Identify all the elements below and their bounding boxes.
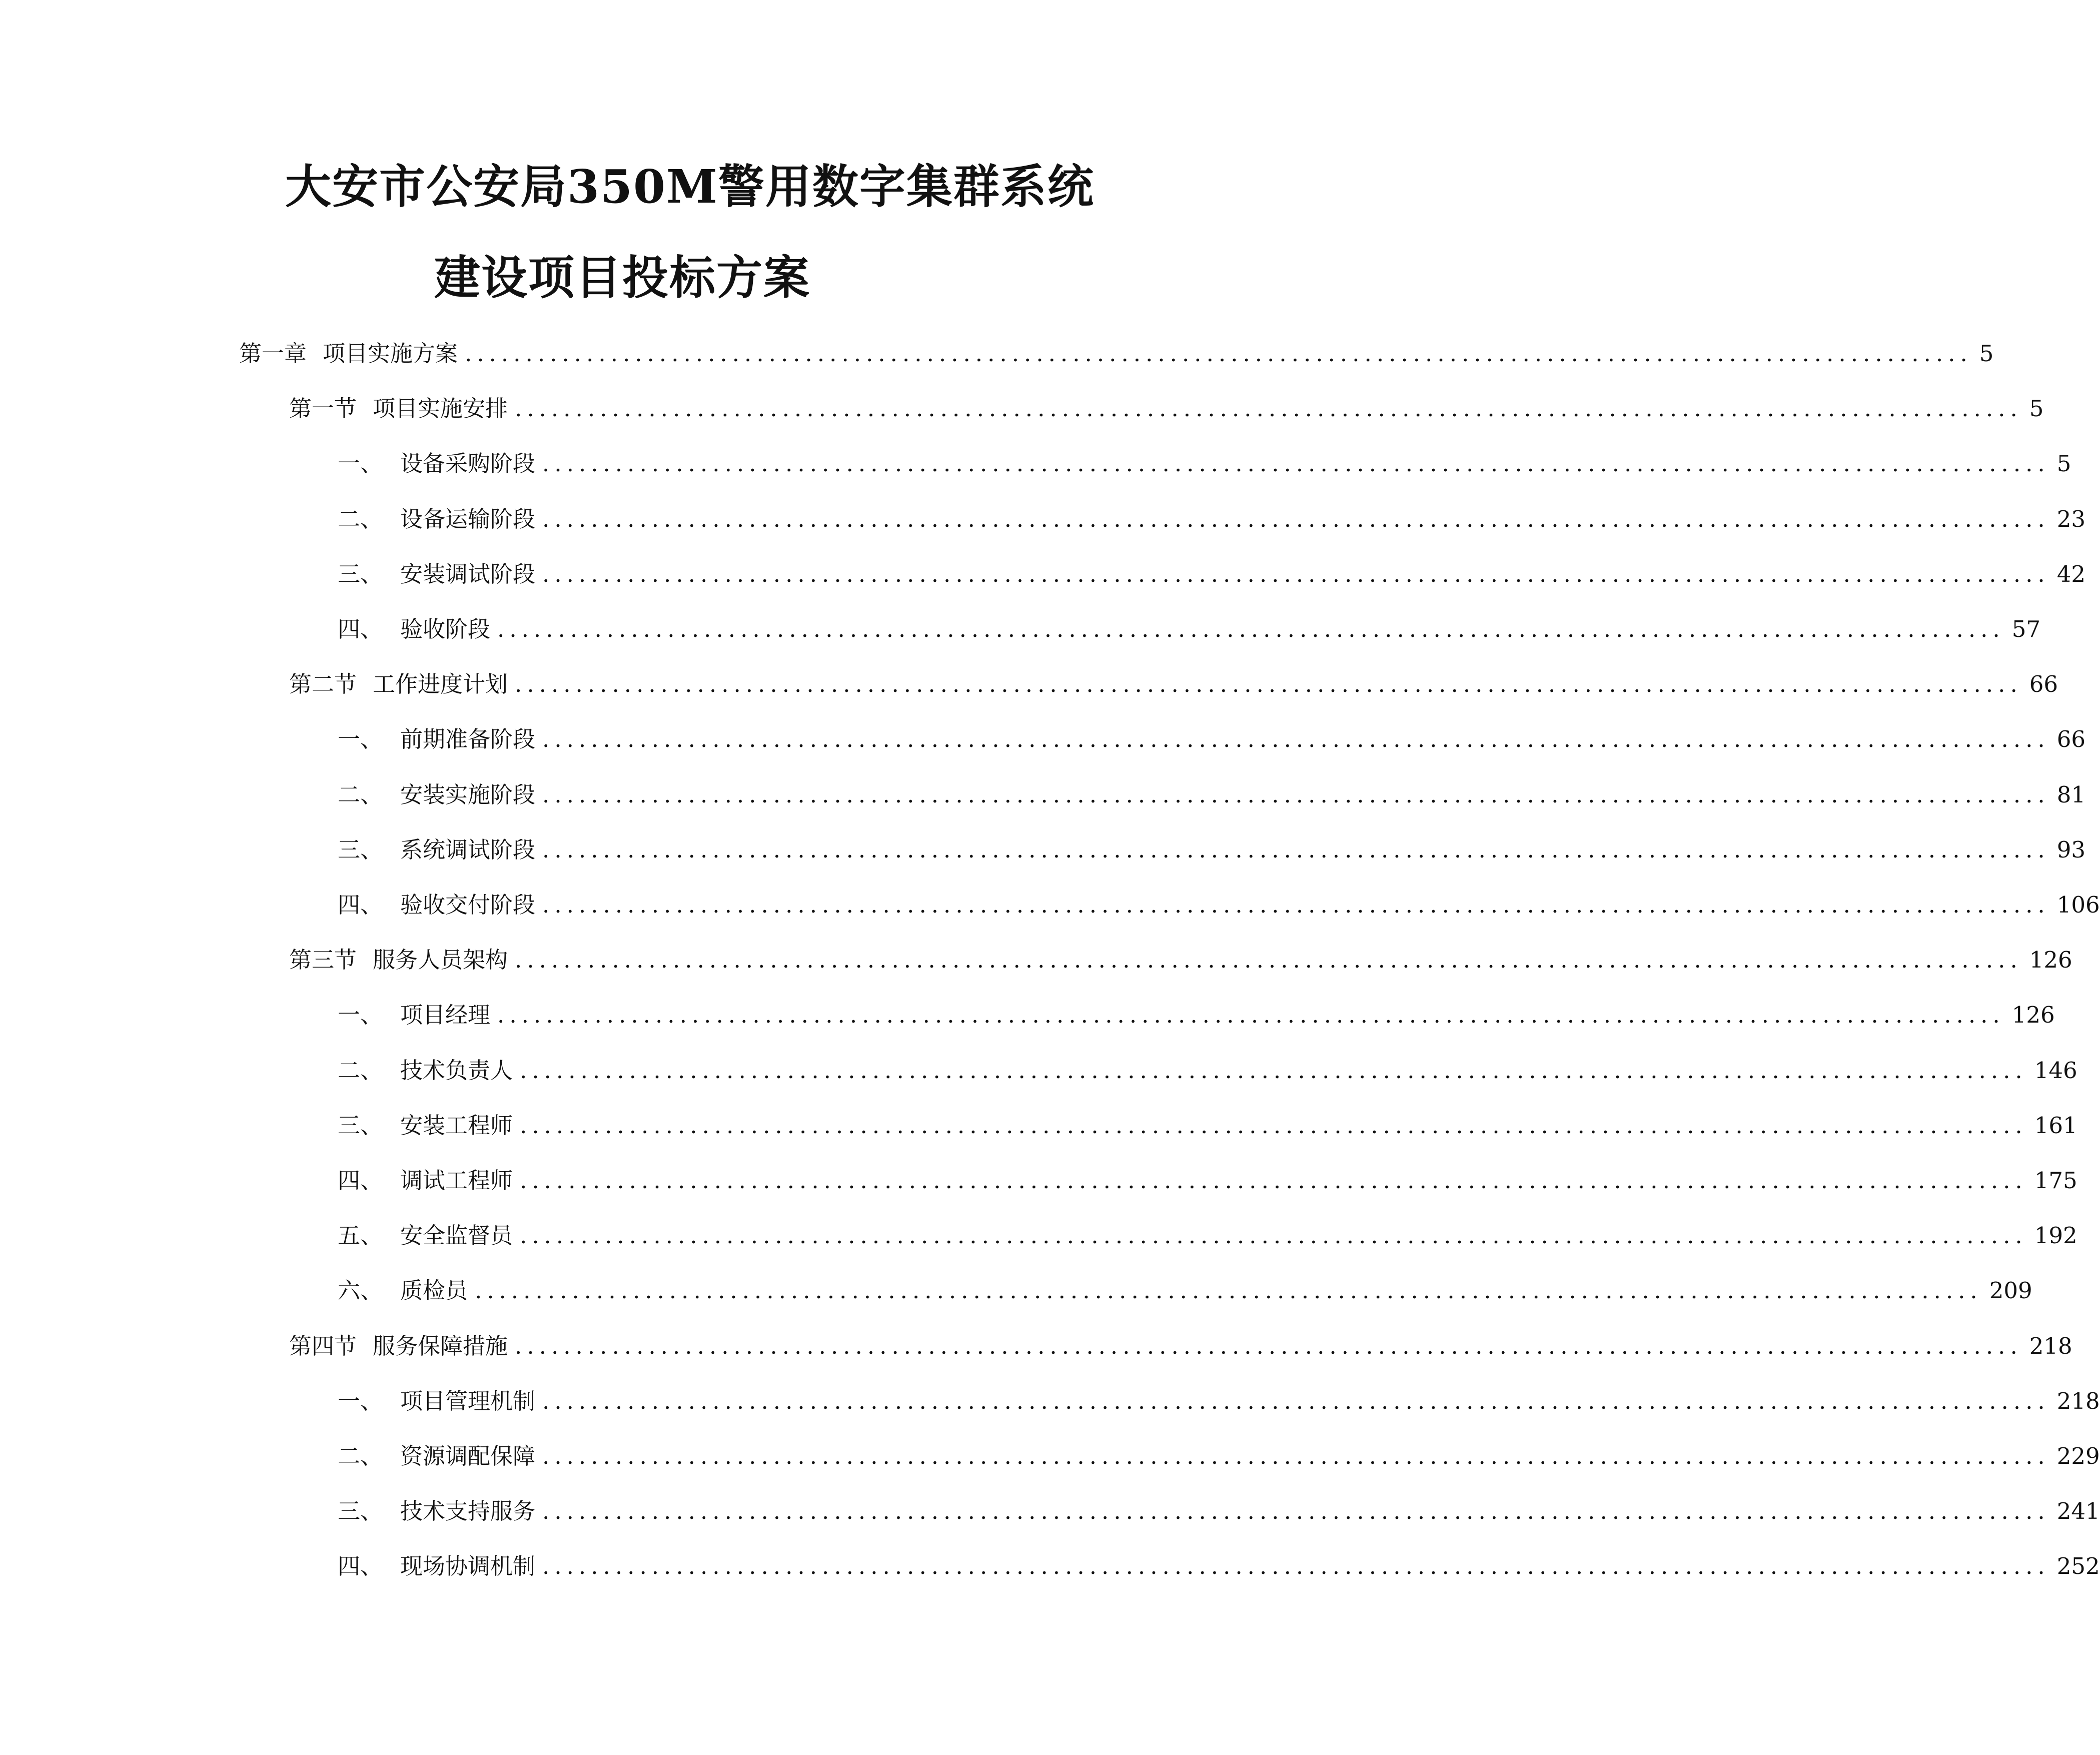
- toc-dot-leader: ............................................................................................................................: [465, 340, 1972, 367]
- toc-entry-prefix: 二、: [338, 506, 383, 532]
- toc-page-number: 146: [2034, 1057, 2077, 1084]
- toc-page-number: 126: [2029, 947, 2072, 973]
- toc-entry[interactable]: [338, 559, 2086, 590]
- toc-entry[interactable]: [338, 1110, 2077, 1141]
- toc-page-number: 209: [1989, 1277, 2032, 1304]
- toc-entry-text: 服务保障措施: [373, 1333, 508, 1359]
- toc-entry[interactable]: [338, 1000, 2055, 1031]
- toc-entry-prefix: 五、: [338, 1222, 383, 1249]
- toc-entry-prefix: 一、: [338, 450, 383, 477]
- toc-dot-leader: ............................................................................................................................: [515, 947, 2022, 973]
- toc-entry-label: [239, 338, 458, 369]
- toc-entry-text: 安装实施阶段: [400, 781, 536, 808]
- toc-entry-label: [338, 724, 535, 755]
- toc-entry-prefix: 第一节: [289, 395, 357, 422]
- toc-entry[interactable]: [338, 614, 2041, 645]
- toc-entry-prefix: 三、: [338, 561, 383, 587]
- toc-dot-leader: ............................................................................................................................: [515, 395, 2022, 422]
- toc-entry-prefix: 三、: [338, 1498, 383, 1524]
- toc-entry-prefix: 六、: [338, 1277, 383, 1304]
- toc-entry[interactable]: [338, 1441, 2100, 1472]
- toc-dot-leader: ............................................................................................................................: [475, 1277, 1982, 1304]
- toc-entry-text: 验收阶段: [400, 616, 491, 642]
- toc-dot-leader: ............................................................................................................................: [542, 561, 2050, 587]
- toc-entry-prefix: 第二节: [289, 671, 357, 697]
- toc-dot-leader: ............................................................................................................................: [542, 836, 2050, 863]
- toc-entry[interactable]: [239, 338, 1994, 369]
- toc-page-number: 5: [1979, 340, 1994, 367]
- toc-entry-prefix: 一、: [338, 726, 383, 752]
- toc-entry-text: 项目经理: [400, 1002, 491, 1028]
- toc-entry-prefix: 二、: [338, 1057, 383, 1084]
- toc-entry-text: 质检员: [400, 1277, 468, 1304]
- toc-page-number: 218: [2029, 1333, 2072, 1359]
- toc-page-number: 93: [2056, 836, 2086, 863]
- toc-entry-text: 项目实施安排: [373, 395, 508, 422]
- toc-entry-text: 项目实施方案: [323, 340, 458, 367]
- toc-page-number: 66: [2029, 671, 2058, 697]
- toc-dot-leader: ............................................................................................................................: [497, 1002, 2005, 1028]
- toc-entry-label: [338, 1386, 535, 1417]
- toc-entry-label: [289, 945, 508, 976]
- toc-dot-leader: ............................................................................................................................: [542, 450, 2050, 477]
- toc-entry[interactable]: [338, 724, 2086, 755]
- toc-entry-label: [338, 1441, 535, 1472]
- toc-dot-leader: ............................................................................................................................: [515, 1333, 2022, 1359]
- toc-entry-text: 安装工程师: [400, 1112, 513, 1139]
- toc-page-number: 57: [2011, 616, 2041, 642]
- toc-entry-label: [338, 1496, 535, 1527]
- toc-page-number: 5: [2029, 395, 2044, 422]
- toc-page-number: 23: [2056, 506, 2086, 532]
- toc-page-number: 252: [2056, 1553, 2100, 1579]
- toc-dot-leader: ............................................................................................................................: [542, 726, 2050, 752]
- toc-entry[interactable]: [338, 1551, 2100, 1582]
- toc-entry[interactable]: [338, 504, 2086, 535]
- toc-page-number: 241: [2056, 1498, 2100, 1524]
- toc-entry-label: [338, 559, 535, 590]
- toc-entry-prefix: 四、: [338, 892, 383, 918]
- toc-dot-leader: ............................................................................................................................: [515, 671, 2022, 697]
- toc-dot-leader: ............................................................................................................................: [542, 1498, 2050, 1524]
- toc-entry[interactable]: [338, 1275, 2032, 1306]
- toc-entry-prefix: 四、: [338, 1167, 383, 1194]
- toc-entry-label: [289, 393, 508, 424]
- toc-entry-text: 项目管理机制: [400, 1388, 536, 1414]
- toc-entry-prefix: 三、: [338, 1112, 383, 1139]
- toc-page-number: 42: [2056, 561, 2086, 587]
- toc-entry-prefix: 二、: [338, 781, 383, 808]
- toc-entry-text: 资源调配保障: [400, 1443, 536, 1469]
- toc-entry-label: [289, 669, 508, 700]
- toc-entry-text: 技术负责人: [400, 1057, 513, 1084]
- toc-entry-label: [338, 1275, 468, 1306]
- toc-page-number: 229: [2056, 1443, 2100, 1469]
- toc-entry-label: [338, 1055, 513, 1086]
- toc-page-number: 126: [2011, 1002, 2055, 1028]
- toc-entry-text: 前期准备阶段: [400, 726, 536, 752]
- toc-page-number: 5: [2056, 450, 2071, 477]
- toc-entry[interactable]: [338, 1496, 2100, 1527]
- toc-dot-leader: ............................................................................................................................: [542, 1443, 2050, 1469]
- toc-page-number: 81: [2056, 781, 2086, 808]
- toc-page-number: 218: [2056, 1388, 2100, 1414]
- toc-page-number: 175: [2034, 1167, 2077, 1194]
- toc-entry-label: [338, 1220, 513, 1251]
- toc-entry-label: [289, 1331, 508, 1362]
- toc-dot-leader: ............................................................................................................................: [542, 1553, 2050, 1579]
- toc-dot-leader: ............................................................................................................................: [542, 1388, 2050, 1414]
- toc-page-number: 192: [2034, 1222, 2077, 1249]
- toc-entry-prefix: 一、: [338, 1002, 383, 1028]
- toc-dot-leader: ............................................................................................................................: [520, 1167, 2027, 1194]
- toc-entry-text: 设备采购阶段: [400, 450, 536, 477]
- toc-entry-text: 验收交付阶段: [400, 892, 536, 918]
- toc-entry[interactable]: [289, 1331, 2072, 1362]
- toc-entry-label: [338, 890, 535, 921]
- toc-dot-leader: ............................................................................................................................: [497, 616, 2005, 642]
- toc-entry[interactable]: [289, 669, 2058, 700]
- toc-dot-leader: ............................................................................................................................: [542, 781, 2050, 808]
- toc-dot-leader: ............................................................................................................................: [520, 1222, 2027, 1249]
- toc-entry-prefix: 二、: [338, 1443, 383, 1469]
- toc-entry-label: [338, 614, 490, 645]
- toc-dot-leader: ............................................................................................................................: [520, 1057, 2027, 1084]
- toc-entry[interactable]: [338, 448, 2071, 479]
- toc-entry-label: [338, 448, 535, 479]
- toc-entry-label: [338, 779, 535, 810]
- toc-entry-text: 服务人员架构: [373, 947, 508, 973]
- toc-entry[interactable]: [338, 1386, 2100, 1417]
- toc-entry-prefix: 第三节: [289, 947, 357, 973]
- toc-entry-prefix: 一、: [338, 1388, 383, 1414]
- toc-entry[interactable]: [289, 393, 2044, 424]
- toc-entry-text: 安装调试阶段: [400, 561, 536, 587]
- toc-entry[interactable]: [338, 1055, 2077, 1086]
- toc-page-number: 161: [2034, 1112, 2077, 1139]
- toc-entry-text: 技术支持服务: [400, 1498, 536, 1524]
- toc-entry[interactable]: [338, 890, 2100, 921]
- toc-entry-label: [338, 1110, 513, 1141]
- toc-entry-text: 工作进度计划: [373, 671, 508, 697]
- toc-entry-text: 调试工程师: [400, 1167, 513, 1194]
- toc-dot-leader: ............................................................................................................................: [520, 1112, 2027, 1139]
- toc-dot-leader: ............................................................................................................................: [542, 892, 2050, 918]
- toc-entry[interactable]: [338, 1165, 2077, 1196]
- document-title-line-1: 大安市公安局350M警用数字集群系统: [285, 160, 1095, 214]
- toc-entry-label: [338, 504, 535, 535]
- toc-entry-prefix: 第一章: [239, 340, 307, 367]
- toc-entry[interactable]: [289, 945, 2072, 976]
- toc-entry-label: [338, 834, 535, 865]
- toc-entry-text: 安全监督员: [400, 1222, 513, 1249]
- toc-entry[interactable]: [338, 834, 2086, 865]
- toc-entry-label: [338, 1165, 513, 1196]
- toc-entry[interactable]: [338, 779, 2086, 810]
- toc-entry[interactable]: [338, 1220, 2077, 1251]
- toc-page-number: 106: [2056, 892, 2100, 918]
- toc-entry-label: [338, 1551, 535, 1582]
- toc-entry-text: 设备运输阶段: [400, 506, 536, 532]
- toc-page-number: 66: [2056, 726, 2086, 752]
- toc-entry-prefix: 第四节: [289, 1333, 357, 1359]
- toc-dot-leader: ............................................................................................................................: [542, 506, 2050, 532]
- toc-entry-label: [338, 1000, 490, 1031]
- toc-entry-prefix: 四、: [338, 1553, 383, 1579]
- toc-entry-prefix: 四、: [338, 616, 383, 642]
- toc-entry-text: 现场协调机制: [400, 1553, 536, 1579]
- toc-entry-text: 系统调试阶段: [400, 836, 536, 863]
- document-title-line-2: 建设项目投标方案: [434, 251, 811, 305]
- toc-entry-prefix: 三、: [338, 836, 383, 863]
